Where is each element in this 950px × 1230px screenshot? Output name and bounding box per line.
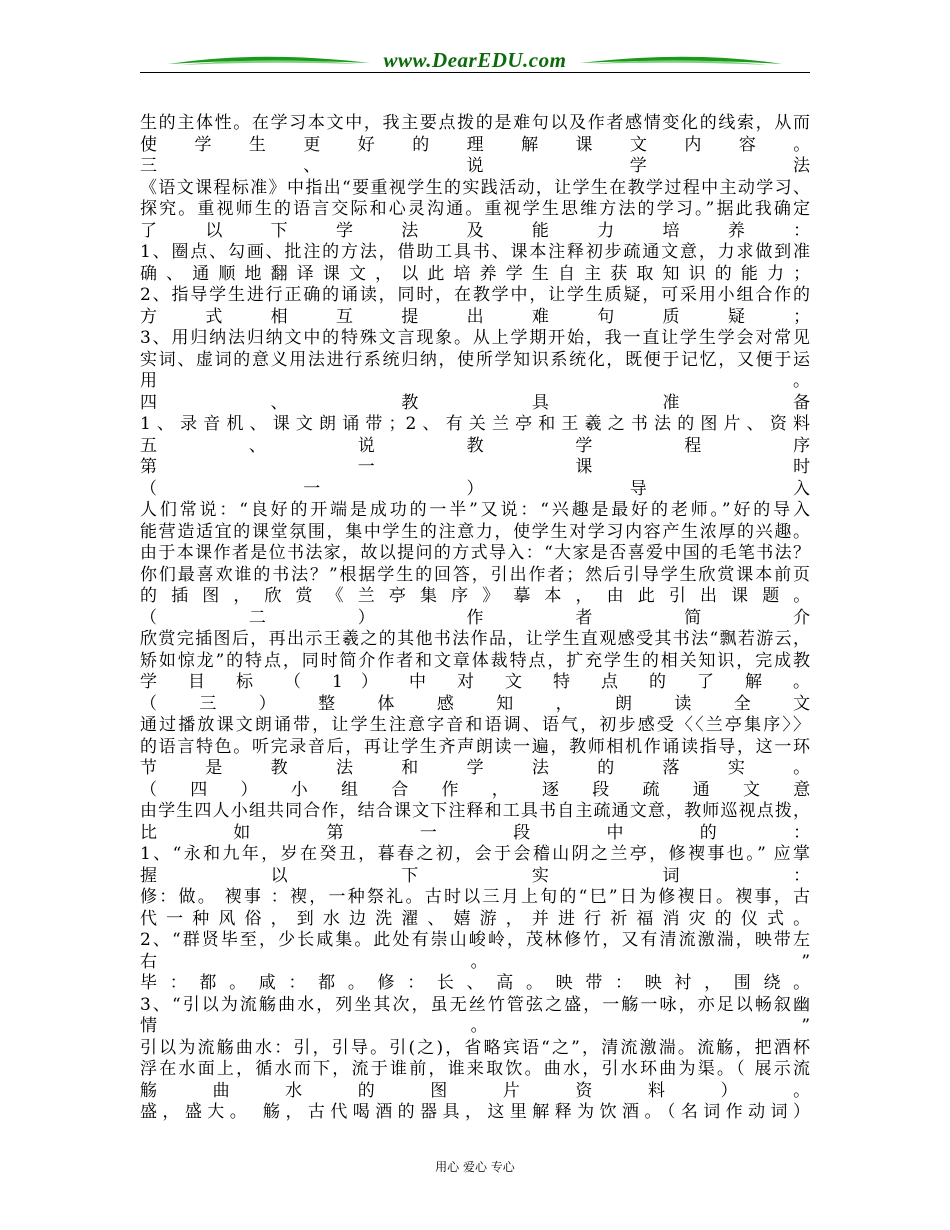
text-line: 实词、虚词的意义用法进行系统归纳，使所学知识系统化，既便于记忆，又便于运 (140, 349, 810, 370)
text-line: 比 如 第 一 段 中 的 ： (140, 822, 810, 843)
text-line: 确 、 通 顺 地 翻 译 课 文 ， 以 此 培 养 学 生 自 主 获 取 知 识 的 能 力 ； (140, 263, 810, 284)
text-line: 使 学 生 更 好 的 理 解 课 文 内 容 。 (140, 134, 810, 155)
text-line: 学 目 标 （ 1 ） 中 对 文 特 点 的 了 解 。 (140, 672, 810, 692)
page-footer: 用心 爱心 专心 (435, 1160, 515, 1174)
text-line: 的 插 图 ， 欣 赏 《 兰 亭 集 序 》 摹 本 ， 由 此 引 出 课 题 。 (140, 586, 810, 606)
text-line: 用 。 (140, 371, 810, 391)
text-line: （ 一 ） 导 入 (140, 478, 810, 499)
text-line: 探究。重视师生的语言交际和心灵沟通。重视学生思维方法的学习。”据此我确定 (140, 199, 810, 219)
text-line: 生的主体性。在学习本文中，我主要点拨的是难句以及作者感情变化的线索，从而 (140, 113, 810, 133)
text-line: 引以为流觞曲水：引，引导。引(之)，省略宾语“之”，清流激湍。流觞，把酒杯 (140, 1037, 810, 1058)
text-line: 毕 ： 都 。 咸 ： 都 。 修 ： 长 、 高 。 映 带 ： 映 衬 ， 围 绕 。 (140, 973, 810, 993)
header-divider (140, 72, 810, 73)
site-logo: www.DearEDU.com (383, 48, 567, 72)
text-line: 人们常说：“良好的开端是成功的一半”又说：“兴趣是最好的老师。”好的导入 (140, 500, 810, 520)
text-line: 四 、 教 具 准 备 (140, 392, 810, 413)
text-line: 1、“永和九年，岁在癸丑，暮春之初，会于会稽山阴之兰亭，修褉事也。” 应掌 (140, 844, 810, 864)
text-line: 第 一 课 时 (140, 457, 810, 477)
text-line: 1、圈点、勾画、批注的方法，借助工具书、课本注释初步疏通文意，力求做到准 (140, 242, 810, 262)
text-line: （ 四 ） 小 组 合 作 ， 逐 段 疏 通 文 意 (140, 779, 810, 800)
document-body (140, 113, 810, 1124)
text-line: 觞 曲 水 的 图 片 资 料 ） 。 (140, 1080, 810, 1101)
text-line: 代 一 种 风 俗 ， 到 水 边 洗 濯 、 嬉 游 ， 并 进 行 祈 福 消 灾 的 仪 式 。 (140, 908, 810, 929)
text-line: 2、指导学生进行正确的诵读，同时，在教学中，让学生质疑，可采用小组合作的 (140, 285, 810, 305)
text-line: 2、“群贤毕至，少长咸集。此处有崇山峻岭，茂林修竹，又有清流激湍，映带左 (140, 930, 810, 950)
text-line: 五 、 说 教 学 程 序 (140, 435, 810, 456)
text-line: 三 、 说 学 法 (140, 156, 810, 176)
text-line: 由于本课作者是位书法家，故以提问的方式导入：“大家是否喜爱中国的毛笔书法？ (140, 543, 810, 563)
text-line: 情 。 ” (140, 1016, 810, 1036)
text-line: 握 以 下 实 词 ： (140, 865, 810, 886)
text-line: 由学生四人小组共同合作，结合课文下注释和工具书自主疏通文意，教师巡视点拨， (140, 801, 810, 821)
text-line: 的语言特色。听完录音后，再让学生齐声朗读一遍，教师相机作诵读指导，这一环 (140, 736, 810, 757)
text-line: 盛，盛大。 觞，古代喝酒的器具，这里解释为饮酒。（名词作动词） (140, 1102, 810, 1122)
text-line: 3、“引以为流觞曲水，列坐其次，虽无丝竹管弦之盛，一觞一咏，亦足以畅叙幽 (140, 994, 810, 1015)
text-line: 右 。 ” (140, 951, 810, 972)
text-line: 修：做。 褉事 ：褉，一种祭礼。古时以三月上旬的“巳”日为修褉日。褉事，古 (140, 887, 810, 907)
text-line: 方 式 相 互 提 出 难 句 质 疑 ； (140, 306, 810, 327)
text-line: 欣赏完插图后，再出示王羲之的其他书法作品，让学生直观感受其书法“飘若游云， (140, 629, 810, 649)
text-line: 了 以 下 学 法 及 能 力 培 养 ： (140, 220, 810, 241)
text-line: 通过播放课文朗诵带，让学生注意字音和语调、语气，初步感受〈〈兰亭集序〉〉 (140, 715, 810, 735)
text-line: 你们最喜欢谁的书法？”根据学生的回答，引出作者；然后引导学生欣赏课本前页 (140, 564, 810, 585)
text-line: 矫如惊龙”的特点，同时简介作者和文章体裁特点，扩充学生的相关知识，完成教 (140, 650, 810, 671)
text-line: 节 是 教 法 和 学 法 的 落 实 。 (140, 758, 810, 778)
text-line: 浮在水面上，循水而下，流于谁前，谁来取饮。曲水，引水环曲为渠。（ 展示流 (140, 1059, 810, 1079)
text-line: 《语文课程标准》中指出“要重视学生的实践活动，让学生在教学过程中主动学习、 (140, 177, 810, 198)
text-line: （ 三 ） 整 体 感 知 ， 朗 读 全 文 (140, 693, 810, 714)
text-line: （ 二 ） 作 者 简 介 (140, 607, 810, 628)
text-line: 能营造适宜的课堂氛围，集中学生的注意力，使学生对学习内容产生浓厚的兴趣。 (140, 521, 810, 542)
text-line: 1、录音机、课文朗诵带；2、有关兰亭和王羲之书法的图片、资料 (140, 414, 810, 434)
text-line: 3、用归纳法归纳文中的特殊文言现象。从上学期开始，我一直让学生学会对常见 (140, 328, 810, 348)
